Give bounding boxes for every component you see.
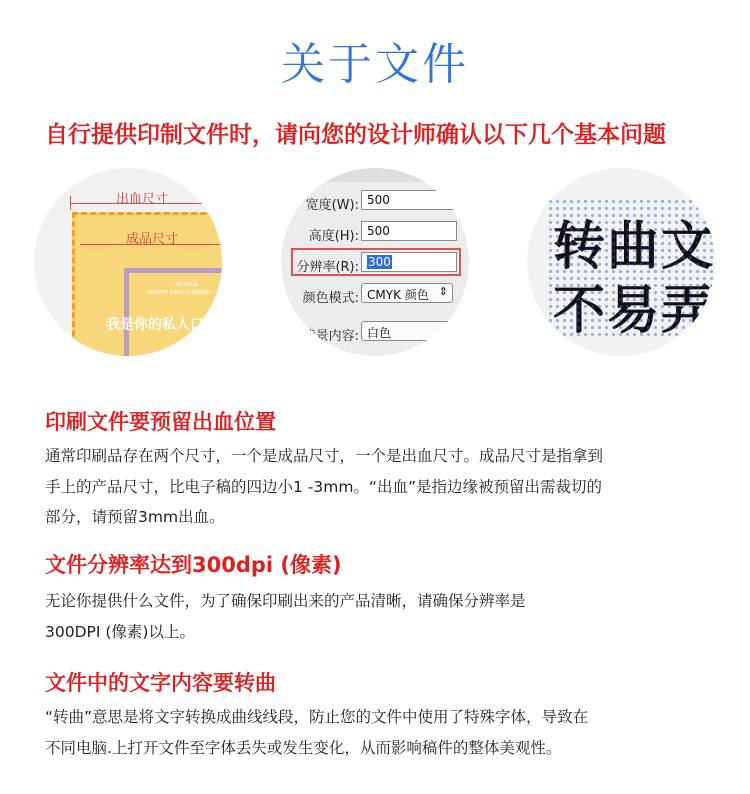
anchor-points-overlay: [547, 198, 715, 338]
height-label: 高度(H):: [308, 229, 359, 244]
resolution-illustration: [281, 168, 469, 356]
slogan-text: 我是你的私人口: [106, 317, 204, 333]
outline-text-line2: 不易弄: [553, 281, 715, 341]
section-heading-outline: 文件中的文字内容要转曲: [45, 671, 276, 695]
width-label: 宽度(W):: [305, 198, 359, 213]
text-line: 部分，请预留3mm出血。: [45, 508, 225, 526]
page-title: 关于文件: [281, 39, 469, 90]
bleed-size-label: 出血尺寸: [116, 192, 169, 207]
text-line: 300DPI (像素)以上。: [45, 622, 195, 641]
resolution-field: [361, 252, 457, 272]
bleed-line: [70, 203, 222, 204]
color-mode-select: [361, 283, 453, 303]
outline-text-line1: 转曲文: [553, 217, 715, 277]
chevron-updown-icon: ⇕: [438, 285, 448, 298]
bleed-illustration: [34, 168, 222, 356]
section-text-bleed: [45, 441, 713, 533]
resolution-row: [281, 252, 469, 276]
color-mode-row: [281, 283, 469, 307]
resolution-label: 分辨率(R):: [296, 260, 359, 275]
finish-size-label: 成品尺寸: [126, 232, 179, 247]
bg-row: [281, 321, 469, 345]
color-mode-label: 颜色模式:: [302, 291, 359, 306]
page-subtitle: 自行提供印制文件时，请向您的设计师确认以下几个基本问题: [45, 122, 666, 148]
dialog-topbar: [281, 168, 469, 182]
bg-select: [361, 321, 453, 341]
finish-line: [80, 244, 222, 245]
width-field: 500: [361, 190, 457, 210]
text-line: “转曲”意思是将文字转换成曲线线段，防止您的文件中使用了特殊字体，导致在: [45, 708, 589, 726]
section-heading-bleed: 印刷文件要预留出血位置: [45, 410, 276, 434]
text-line: 无论你提供什么文件，为了确保印刷出来的产品清晰，请确保分辨率是: [45, 592, 526, 610]
bg-label: 背景内容:: [302, 329, 359, 344]
bg-value: 白色: [367, 326, 392, 340]
text-line: 通常印刷品存在两个尺寸，一个是成品尺寸，一个是出血尺寸。成品尺寸是指拿到: [45, 447, 604, 465]
tiny-text-1: I AM YOUR: [172, 282, 199, 288]
outline-text-illustration: [527, 168, 715, 356]
height-field: 500: [361, 221, 457, 241]
section-text-outline: [45, 702, 713, 763]
text-line: 不同电脑.上打开文件至字体丢失或发生变化，从而影响稿件的整体美观性。: [45, 738, 562, 757]
tiny-text-2: PRIVATE ORAL SURGEON: [148, 290, 210, 296]
height-row: [281, 221, 469, 245]
section-text-resolution: [45, 586, 713, 647]
resolution-value: 300: [368, 255, 391, 269]
section-heading-resolution: 文件分辨率达到300dpi (像素): [45, 553, 342, 577]
color-mode-value: CMYK 颜色: [367, 288, 429, 302]
text-line: 手上的产品尺寸，比电子稿的四边小1 -3mm。“出血”是指边缘被预留出需裁切的: [45, 477, 603, 496]
width-row: [281, 190, 469, 214]
